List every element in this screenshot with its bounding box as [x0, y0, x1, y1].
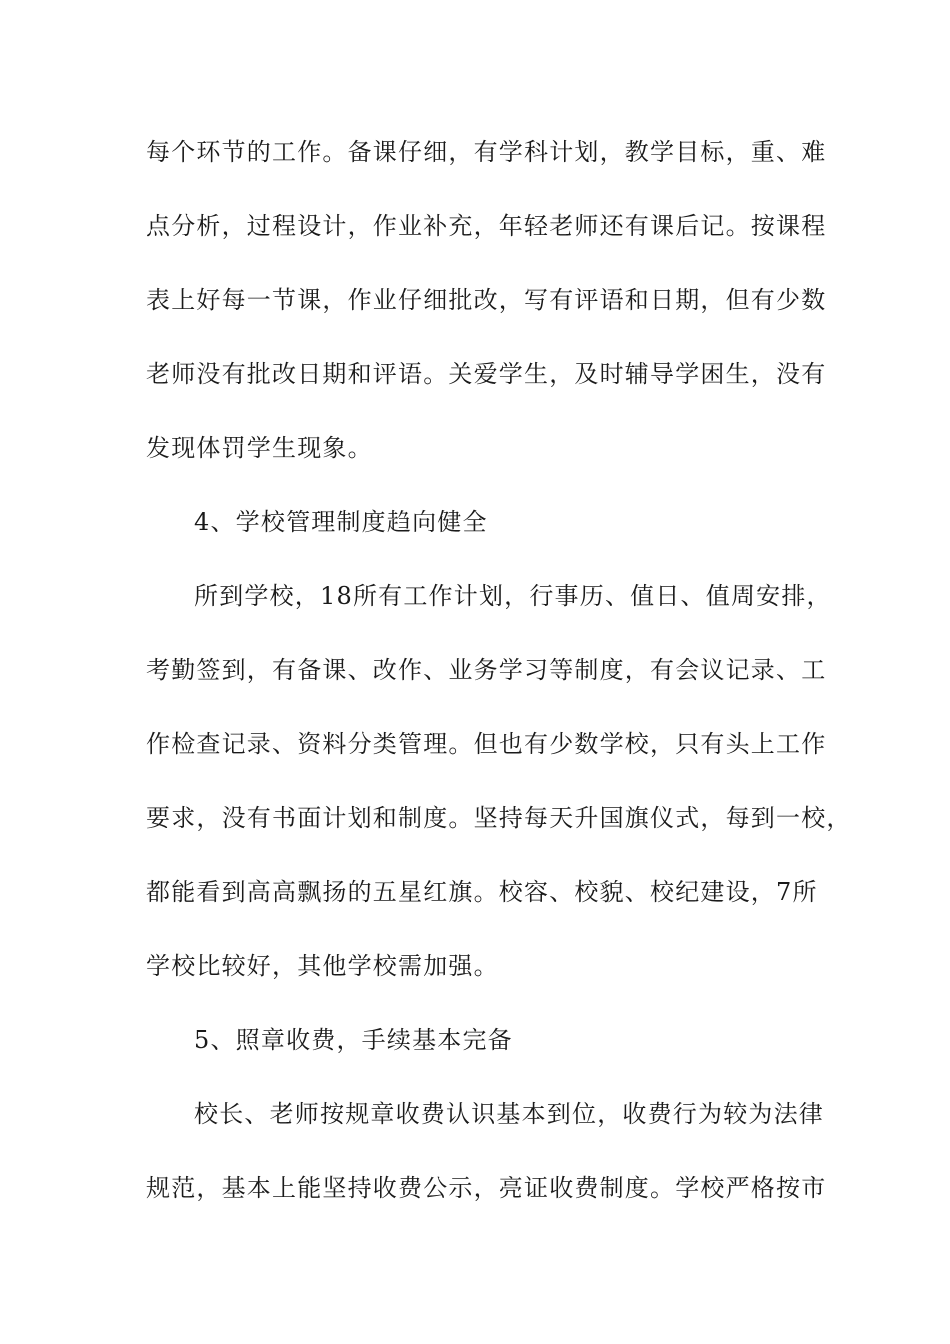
text-line-5: 发现体罚学生现象。: [146, 434, 373, 462]
text-line-10: 要求，没有书面计划和制度。坚持每天升国旗仪式，每到一校，: [146, 804, 852, 832]
text-line-4: 老师没有批改日期和评语。关爱学生，及时辅导学困生，没有: [146, 360, 827, 388]
section-heading-5: 5、照章收费，手续基本完备: [194, 1026, 513, 1054]
text-line-9: 作检查记录、资料分类管理。但也有少数学校，只有头上工作: [146, 730, 827, 758]
text-line-3: 表上好每一节课，作业仔细批改，写有评语和日期，但有少数: [146, 286, 827, 314]
text-line-2: 点分析，过程设计，作业补充，年轻老师还有课后记。按课程: [146, 212, 827, 240]
document-body: [146, 128, 852, 1238]
text-line-7: 所到学校，18所有工作计划，行事历、值日、值周安排，: [194, 582, 832, 610]
text-line-8: 考勤签到，有备课、改作、业务学习等制度，有会议记录、工: [146, 656, 827, 684]
text-line-1: 每个环节的工作。备课仔细，有学科计划，教学目标，重、难: [146, 138, 827, 166]
text-line-14: 校长、老师按规章收费认识基本到位，收费行为较为法律: [194, 1100, 824, 1128]
text-line-15: 规范，基本上能坚持收费公示，亮证收费制度。学校严格按市: [146, 1174, 827, 1202]
section-heading-4: 4、学校管理制度趋向健全: [194, 508, 488, 536]
text-line-11: 都能看到高高飘扬的五星红旗。校容、校貌、校纪建设，7所: [146, 878, 818, 906]
text-line-12: 学校比较好，其他学校需加强。: [146, 952, 499, 980]
